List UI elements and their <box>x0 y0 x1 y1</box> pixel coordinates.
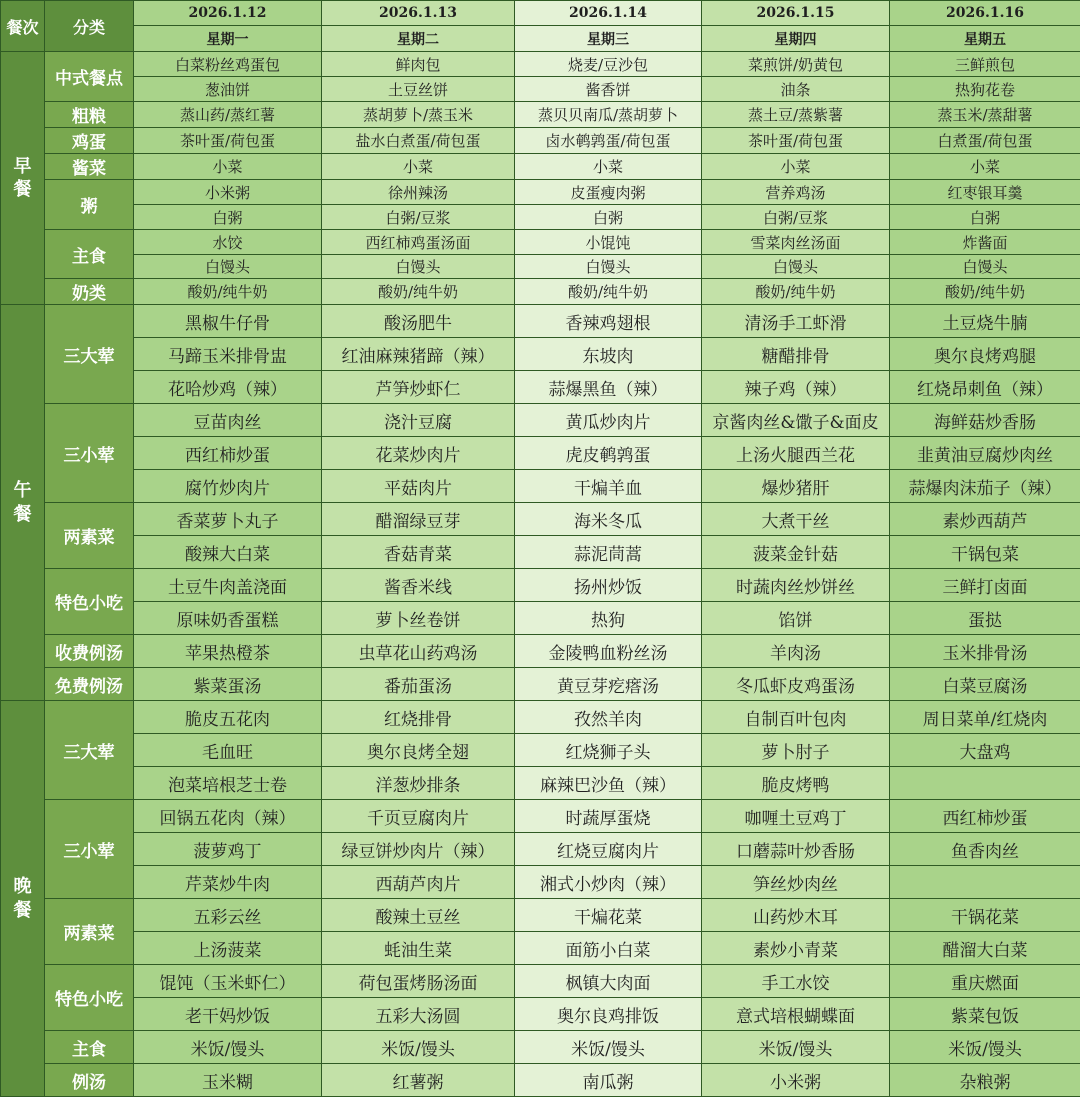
dish-cell: 紫菜蛋汤 <box>134 668 322 701</box>
menu-row <box>1 668 1080 701</box>
dish-cell: 馅饼 <box>702 602 890 635</box>
dish-cell: 三鲜煎包 <box>890 52 1080 77</box>
dish-cell: 干锅包菜 <box>890 536 1080 569</box>
dish-cell: 自制百叶包肉 <box>702 701 890 734</box>
category-label: 主食 <box>45 1031 134 1064</box>
dish-cell: 豆苗肉丝 <box>134 404 322 437</box>
menu-row <box>1 102 1080 128</box>
dish-cell: 菠萝鸡丁 <box>134 833 322 866</box>
menu-row <box>1 230 1080 255</box>
menu-row <box>1 305 1080 338</box>
dish-cell: 白煮蛋/荷包蛋 <box>890 128 1080 154</box>
dish-cell: 爆炒猪肝 <box>702 470 890 503</box>
dish-cell: 毛血旺 <box>134 734 322 767</box>
category-label: 三小荤 <box>45 800 134 899</box>
category-label: 主食 <box>45 230 134 279</box>
dish-cell: 红薯粥 <box>322 1064 515 1097</box>
dish-cell: 烧麦/豆沙包 <box>515 52 702 77</box>
dish-cell: 东坡肉 <box>515 338 702 371</box>
dish-cell: 手工水饺 <box>702 965 890 998</box>
dish-cell: 红油麻辣猪蹄（辣） <box>322 338 515 371</box>
category-label: 例汤 <box>45 1064 134 1097</box>
dish-cell: 土豆牛肉盖浇面 <box>134 569 322 602</box>
dish-cell: 小菜 <box>702 154 890 180</box>
dish-cell: 米饭/馒头 <box>515 1031 702 1064</box>
date-header: 2026.1.13 <box>322 1 515 26</box>
meal-column-header: 餐次 <box>1 1 45 52</box>
menu-row <box>1 965 1080 998</box>
dish-cell: 花菜炒肉片 <box>322 437 515 470</box>
dish-cell: 小馄饨 <box>515 230 702 255</box>
dish-cell: 麻辣巴沙鱼（辣） <box>515 767 702 800</box>
dish-cell: 油条 <box>702 77 890 102</box>
dish-cell: 雪菜肉丝汤面 <box>702 230 890 255</box>
dish-cell: 鲜肉包 <box>322 52 515 77</box>
dish-cell: 蒜爆黑鱼（辣） <box>515 371 702 404</box>
dish-cell: 蚝油生菜 <box>322 932 515 965</box>
date-header: 2026.1.16 <box>890 1 1080 26</box>
dish-cell: 白馒头 <box>322 255 515 279</box>
dish-cell: 白馒头 <box>890 255 1080 279</box>
dish-cell: 红烧狮子头 <box>515 734 702 767</box>
category-label: 粥 <box>45 180 134 230</box>
dish-cell: 鱼香肉丝 <box>890 833 1080 866</box>
category-label: 两素菜 <box>45 899 134 965</box>
menu-row <box>1 279 1080 305</box>
dish-cell: 西红柿炒蛋 <box>134 437 322 470</box>
dish-cell: 老干妈炒饭 <box>134 998 322 1031</box>
dish-cell: 糖醋排骨 <box>702 338 890 371</box>
dish-cell: 口蘑蒜叶炒香肠 <box>702 833 890 866</box>
menu-row <box>1 437 1080 470</box>
dish-cell: 黄瓜炒肉片 <box>515 404 702 437</box>
dish-cell: 山药炒木耳 <box>702 899 890 932</box>
category-label: 收费例汤 <box>45 635 134 668</box>
dish-cell: 酸奶/纯牛奶 <box>890 279 1080 305</box>
dish-cell: 三鲜打卤面 <box>890 569 1080 602</box>
dish-cell: 干煸羊血 <box>515 470 702 503</box>
category-label: 免费例汤 <box>45 668 134 701</box>
menu-row <box>1 569 1080 602</box>
dish-cell: 小米粥 <box>702 1064 890 1097</box>
dish-cell: 菜煎饼/奶黄包 <box>702 52 890 77</box>
dish-cell: 土豆烧牛腩 <box>890 305 1080 338</box>
dish-cell: 酸奶/纯牛奶 <box>134 279 322 305</box>
dish-cell: 白粥/豆浆 <box>702 205 890 230</box>
dish-cell: 醋溜绿豆芽 <box>322 503 515 536</box>
menu-row <box>1 338 1080 371</box>
menu-row <box>1 1064 1080 1097</box>
date-header: 2026.1.15 <box>702 1 890 26</box>
dish-cell: 米饭/馒头 <box>134 1031 322 1064</box>
dish-cell: 黄豆芽疙瘩汤 <box>515 668 702 701</box>
dish-cell: 蒜泥茼蒿 <box>515 536 702 569</box>
dish-cell: 海米冬瓜 <box>515 503 702 536</box>
dish-cell: 茶叶蛋/荷包蛋 <box>702 128 890 154</box>
category-label: 鸡蛋 <box>45 128 134 154</box>
dish-cell: 蒸贝贝南瓜/蒸胡萝卜 <box>515 102 702 128</box>
dish-cell: 大煮干丝 <box>702 503 890 536</box>
dish-cell: 馄饨（玉米虾仁） <box>134 965 322 998</box>
weekday-header: 星期四 <box>702 26 890 52</box>
dish-cell: 西葫芦肉片 <box>322 866 515 899</box>
dish-cell: 冬瓜虾皮鸡蛋汤 <box>702 668 890 701</box>
dish-cell: 五彩大汤圆 <box>322 998 515 1031</box>
dish-cell: 洋葱炒排条 <box>322 767 515 800</box>
dish-cell: 回锅五花肉（辣） <box>134 800 322 833</box>
dish-cell: 花哈炒鸡（辣） <box>134 371 322 404</box>
menu-row <box>1 1031 1080 1064</box>
dish-cell: 辣子鸡（辣） <box>702 371 890 404</box>
dish-cell: 蒸胡萝卜/蒸玉米 <box>322 102 515 128</box>
dish-cell: 醋溜大白菜 <box>890 932 1080 965</box>
menu-row <box>1 154 1080 180</box>
dish-cell: 周日菜单/红烧肉 <box>890 701 1080 734</box>
menu-row <box>1 998 1080 1031</box>
dish-cell: 香菇青菜 <box>322 536 515 569</box>
dish-cell: 酸奶/纯牛奶 <box>702 279 890 305</box>
dish-cell: 白菜粉丝鸡蛋包 <box>134 52 322 77</box>
category-label: 三大荤 <box>45 701 134 800</box>
dish-cell: 上汤菠菜 <box>134 932 322 965</box>
category-label: 酱菜 <box>45 154 134 180</box>
dish-cell: 蒜爆肉沫茄子（辣） <box>890 470 1080 503</box>
dish-cell: 腐竹炒肉片 <box>134 470 322 503</box>
category-label: 三大荤 <box>45 305 134 404</box>
dish-cell: 蒸玉米/蒸甜薯 <box>890 102 1080 128</box>
dish-cell: 土豆丝饼 <box>322 77 515 102</box>
menu-row <box>1 503 1080 536</box>
dish-cell: 茶叶蛋/荷包蛋 <box>134 128 322 154</box>
dish-cell: 小菜 <box>322 154 515 180</box>
dish-cell: 酸奶/纯牛奶 <box>322 279 515 305</box>
dish-cell: 湘式小炒肉（辣） <box>515 866 702 899</box>
dish-cell: 脆皮五花肉 <box>134 701 322 734</box>
category-label: 奶类 <box>45 279 134 305</box>
menu-row <box>1 932 1080 965</box>
dish-cell: 白粥 <box>515 205 702 230</box>
dish-cell: 酸奶/纯牛奶 <box>515 279 702 305</box>
dish-cell: 浇汁豆腐 <box>322 404 515 437</box>
dish-cell: 小米粥 <box>134 180 322 205</box>
dish-cell: 蒸土豆/蒸紫薯 <box>702 102 890 128</box>
menu-row <box>1 767 1080 800</box>
dish-cell: 小菜 <box>134 154 322 180</box>
dish-cell: 萝卜肘子 <box>702 734 890 767</box>
menu-row <box>1 77 1080 102</box>
dish-cell: 虎皮鹌鹑蛋 <box>515 437 702 470</box>
dish-cell: 蛋挞 <box>890 602 1080 635</box>
dish-cell: 意式培根蝴蝶面 <box>702 998 890 1031</box>
dish-cell: 千页豆腐肉片 <box>322 800 515 833</box>
category-column-header: 分类 <box>45 1 134 52</box>
menu-row <box>1 833 1080 866</box>
dish-cell: 白粥/豆浆 <box>322 205 515 230</box>
menu-row <box>1 899 1080 932</box>
dish-cell: 干锅花菜 <box>890 899 1080 932</box>
dish-cell: 重庆燃面 <box>890 965 1080 998</box>
dish-cell: 五彩云丝 <box>134 899 322 932</box>
dish-cell: 海鲜菇炒香肠 <box>890 404 1080 437</box>
dish-cell: 盐水白煮蛋/荷包蛋 <box>322 128 515 154</box>
meal-label: 晚 餐 <box>1 701 45 1097</box>
dish-cell: 京酱肉丝&馓子&面皮 <box>702 404 890 437</box>
dish-cell <box>890 767 1080 800</box>
dish-cell: 营养鸡汤 <box>702 180 890 205</box>
menu-row <box>1 371 1080 404</box>
meal-label: 早 餐 <box>1 52 45 305</box>
meal-label: 午 餐 <box>1 305 45 701</box>
menu-row <box>1 205 1080 230</box>
dish-cell: 奥尔良烤全翅 <box>322 734 515 767</box>
dish-cell: 玉米糊 <box>134 1064 322 1097</box>
dish-cell: 西红柿炒蛋 <box>890 800 1080 833</box>
menu-row <box>1 866 1080 899</box>
dish-cell: 枫镇大肉面 <box>515 965 702 998</box>
dish-cell: 红烧排骨 <box>322 701 515 734</box>
category-label: 三小荤 <box>45 404 134 503</box>
dish-cell: 酸汤肥牛 <box>322 305 515 338</box>
date-header: 2026.1.12 <box>134 1 322 26</box>
dish-cell: 素炒小青菜 <box>702 932 890 965</box>
dish-cell: 原味奶香蛋糕 <box>134 602 322 635</box>
dish-cell: 虫草花山药鸡汤 <box>322 635 515 668</box>
dish-cell: 平菇肉片 <box>322 470 515 503</box>
dish-cell: 酸辣土豆丝 <box>322 899 515 932</box>
dish-cell: 米饭/馒头 <box>702 1031 890 1064</box>
menu-row <box>1 536 1080 569</box>
dish-cell: 杂粮粥 <box>890 1064 1080 1097</box>
dish-cell: 上汤火腿西兰花 <box>702 437 890 470</box>
dish-cell: 玉米排骨汤 <box>890 635 1080 668</box>
dish-cell: 大盘鸡 <box>890 734 1080 767</box>
dish-cell: 奥尔良鸡排饭 <box>515 998 702 1031</box>
weekday-header: 星期三 <box>515 26 702 52</box>
dish-cell: 酱香饼 <box>515 77 702 102</box>
dish-cell: 白馒头 <box>515 255 702 279</box>
dish-cell: 泡菜培根芝士卷 <box>134 767 322 800</box>
dish-cell: 白馒头 <box>702 255 890 279</box>
weekday-header: 星期一 <box>134 26 322 52</box>
dish-cell: 苹果热橙茶 <box>134 635 322 668</box>
dish-cell: 素炒西葫芦 <box>890 503 1080 536</box>
dish-cell: 香菜萝卜丸子 <box>134 503 322 536</box>
dish-cell: 蒸山药/蒸红薯 <box>134 102 322 128</box>
dish-cell: 红枣银耳羹 <box>890 180 1080 205</box>
dish-cell: 绿豆饼炒肉片（辣） <box>322 833 515 866</box>
dish-cell: 面筋小白菜 <box>515 932 702 965</box>
dish-cell: 南瓜粥 <box>515 1064 702 1097</box>
dish-cell: 炸酱面 <box>890 230 1080 255</box>
dish-cell: 脆皮烤鸭 <box>702 767 890 800</box>
dish-cell: 芹菜炒牛肉 <box>134 866 322 899</box>
dish-cell: 米饭/馒头 <box>322 1031 515 1064</box>
category-label: 两素菜 <box>45 503 134 569</box>
dish-cell <box>890 866 1080 899</box>
dish-cell: 番茄蛋汤 <box>322 668 515 701</box>
dish-cell: 香辣鸡翅根 <box>515 305 702 338</box>
dish-cell: 白粥 <box>890 205 1080 230</box>
dish-cell: 孜然羊肉 <box>515 701 702 734</box>
dish-cell: 红烧豆腐肉片 <box>515 833 702 866</box>
dish-cell: 咖喱土豆鸡丁 <box>702 800 890 833</box>
dish-cell: 水饺 <box>134 230 322 255</box>
dish-cell: 菠菜金针菇 <box>702 536 890 569</box>
menu-row <box>1 602 1080 635</box>
dish-cell: 干煸花菜 <box>515 899 702 932</box>
menu-row <box>1 734 1080 767</box>
dish-cell: 马蹄玉米排骨盅 <box>134 338 322 371</box>
category-label: 特色小吃 <box>45 965 134 1031</box>
menu-row <box>1 635 1080 668</box>
dish-cell: 小菜 <box>515 154 702 180</box>
dish-cell: 皮蛋瘦肉粥 <box>515 180 702 205</box>
menu-row <box>1 255 1080 279</box>
dish-cell: 卤水鹌鹑蛋/荷包蛋 <box>515 128 702 154</box>
dish-cell: 奥尔良烤鸡腿 <box>890 338 1080 371</box>
dish-cell: 酸辣大白菜 <box>134 536 322 569</box>
dish-cell: 米饭/馒头 <box>890 1031 1080 1064</box>
dish-cell: 羊肉汤 <box>702 635 890 668</box>
category-label: 特色小吃 <box>45 569 134 635</box>
menu-row <box>1 404 1080 437</box>
dish-cell: 芦笋炒虾仁 <box>322 371 515 404</box>
dish-cell: 萝卜丝卷饼 <box>322 602 515 635</box>
dish-cell: 时蔬肉丝炒饼丝 <box>702 569 890 602</box>
dish-cell: 白菜豆腐汤 <box>890 668 1080 701</box>
category-label: 中式餐点 <box>45 52 134 102</box>
dish-cell: 金陵鸭血粉丝汤 <box>515 635 702 668</box>
dish-cell: 韭黄油豆腐炒肉丝 <box>890 437 1080 470</box>
menu-row <box>1 180 1080 205</box>
dish-cell: 扬州炒饭 <box>515 569 702 602</box>
dish-cell: 荷包蛋烤肠汤面 <box>322 965 515 998</box>
dish-cell: 白馒头 <box>134 255 322 279</box>
dish-cell: 西红柿鸡蛋汤面 <box>322 230 515 255</box>
category-label: 粗粮 <box>45 102 134 128</box>
dish-cell: 葱油饼 <box>134 77 322 102</box>
dish-cell: 清汤手工虾滑 <box>702 305 890 338</box>
menu-row <box>1 800 1080 833</box>
menu-row <box>1 128 1080 154</box>
dish-cell: 酱香米线 <box>322 569 515 602</box>
dish-cell: 黑椒牛仔骨 <box>134 305 322 338</box>
menu-row <box>1 701 1080 734</box>
dish-cell: 红烧昂刺鱼（辣） <box>890 371 1080 404</box>
dish-cell: 笋丝炒肉丝 <box>702 866 890 899</box>
dish-cell: 热狗花卷 <box>890 77 1080 102</box>
dish-cell: 徐州辣汤 <box>322 180 515 205</box>
dish-cell: 白粥 <box>134 205 322 230</box>
dish-cell: 小菜 <box>890 154 1080 180</box>
dish-cell: 紫菜包饭 <box>890 998 1080 1031</box>
date-header: 2026.1.14 <box>515 1 702 26</box>
menu-row <box>1 52 1080 77</box>
menu-row <box>1 470 1080 503</box>
weekday-header: 星期五 <box>890 26 1080 52</box>
weekday-header: 星期二 <box>322 26 515 52</box>
dish-cell: 热狗 <box>515 602 702 635</box>
dish-cell: 时蔬厚蛋烧 <box>515 800 702 833</box>
